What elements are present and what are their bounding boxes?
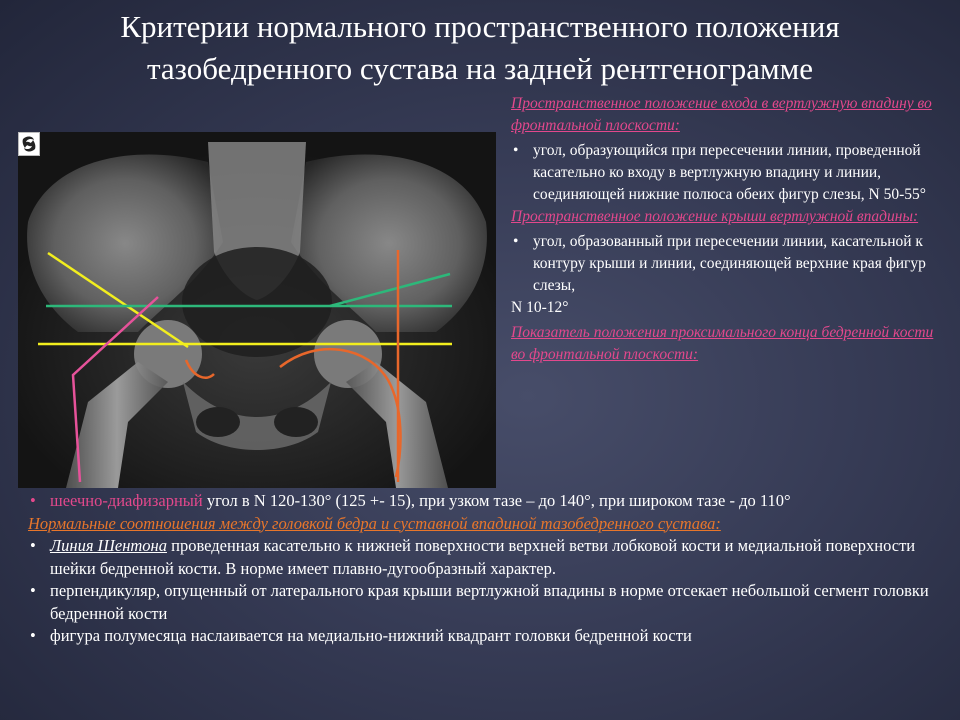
perpendicular-text: перпендикуляр, опущенный от латерального края крыши вертлужной впадины в норме отсекает небольшой сегмент головки бедренной кости [50, 581, 929, 623]
bottom-section [28, 490, 946, 648]
title-line-2: тазобедренного сустава на задней рентгенограмме [147, 51, 813, 86]
heading-acetabulum-inlet: Пространственное положение входа в вертлужную впадину во фронтальной плоскости: [511, 95, 932, 134]
page-title [0, 6, 960, 90]
crescent-text: фигура полумесяца наслаивается на медиально-нижний квадрант головки бедренной кости [50, 626, 692, 645]
bullet-shenton-line [28, 535, 946, 580]
heading-acetabulum-roof: Пространственное положение крыши вертлужной впадины: [511, 208, 919, 225]
right-column [511, 93, 951, 366]
bullet-crescent [28, 625, 946, 648]
neck-shaft-text: угол в N 120-130° (125 +- 15), при узком тазе – до 140°, при широком тазе - до 110° [202, 491, 791, 510]
bullet-roof-angle [511, 231, 951, 297]
bullet-roof-angle-text: угол, образованный при пересечении линии, касательной к контуру крыши и линии, соединяющей верхние края фигур слезы, [533, 233, 926, 294]
pelvis-xray-image [18, 132, 496, 488]
bullet-inlet-angle-text: угол, образующийся при пересечении линии, проведенной касательно ко входу в вертлужную впадину и линии, соединяющей нижние полюса обеих фигур слезы, N 50-55° [533, 142, 926, 203]
bullet-neck-shaft-angle [28, 490, 946, 513]
heading-normal-relations: Нормальные соотношения между головкой бедра и суставной впадиной тазобедренного сустава: [28, 513, 721, 533]
title-line-1: Критерии нормального пространственного положения [120, 9, 840, 44]
term-neck-shaft: шеечно-диафизарный [50, 491, 203, 510]
heading-proximal-femur: Показатель положения проксимального конца бедренной кости во фронтальной плоскости: [511, 324, 934, 363]
shenton-text: проведенная касательно к нижней поверхности верхней ветви лобковой кости и медиальной поверхности шейки бедренной кости. В норме имеет плавно-дугообразный характер. [50, 536, 916, 578]
bullet-inlet-angle [511, 140, 951, 206]
publisher-logo-icon [18, 132, 40, 156]
roof-angle-norm: N 10-12° [511, 299, 569, 316]
term-shenton: Линия Шентона [50, 536, 167, 555]
bullet-perpendicular [28, 580, 946, 625]
